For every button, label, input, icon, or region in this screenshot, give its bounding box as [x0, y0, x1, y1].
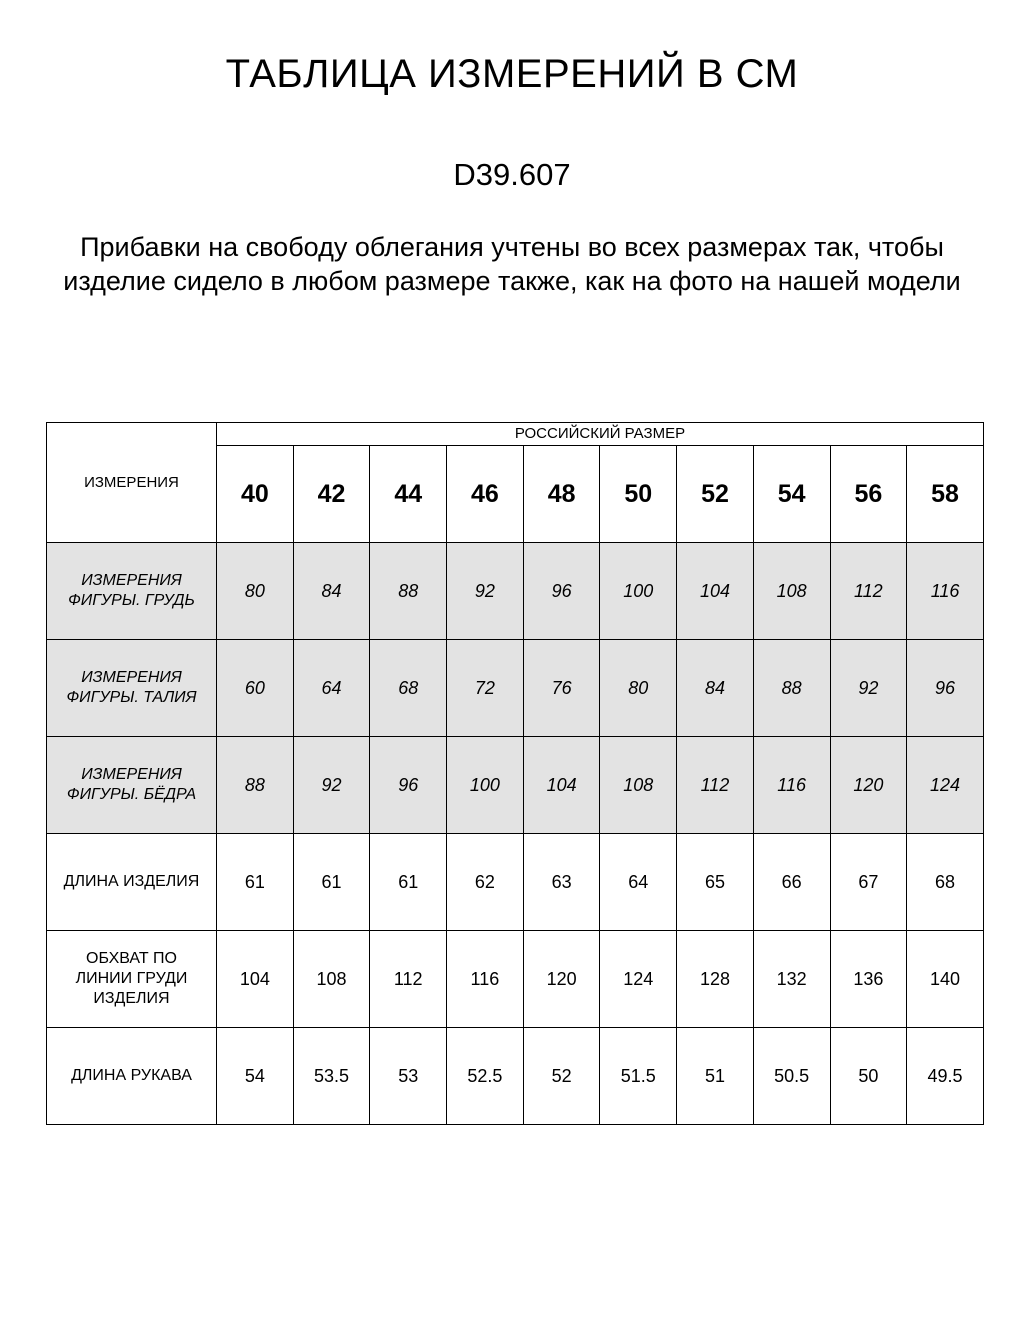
value-cell: 68 — [907, 834, 984, 931]
size-header-cell: 40 — [217, 446, 294, 543]
header-row-group — [47, 423, 984, 446]
value-cell: 96 — [370, 737, 447, 834]
row-label — [47, 640, 217, 737]
article-number: D39.607 — [453, 157, 571, 192]
table-row — [47, 931, 984, 1028]
value-cell: 88 — [217, 737, 294, 834]
row-label-line: ИЗМЕРЕНИЯ — [81, 572, 182, 589]
row-label — [47, 1028, 217, 1125]
value-cell: 96 — [523, 543, 600, 640]
value-cell: 116 — [907, 543, 984, 640]
value-cell: 50 — [830, 1028, 907, 1125]
value-cell: 124 — [907, 737, 984, 834]
value-cell: 120 — [830, 737, 907, 834]
value-cell: 120 — [523, 931, 600, 1028]
value-cell: 80 — [217, 543, 294, 640]
value-cell: 92 — [830, 640, 907, 737]
table-row — [47, 1028, 984, 1125]
value-cell: 61 — [370, 834, 447, 931]
value-cell: 84 — [293, 543, 370, 640]
value-cell: 136 — [830, 931, 907, 1028]
value-cell: 92 — [293, 737, 370, 834]
value-cell: 67 — [830, 834, 907, 931]
table-row — [47, 737, 984, 834]
value-cell: 108 — [753, 543, 830, 640]
value-cell: 51.5 — [600, 1028, 677, 1125]
row-label-line: ИЗДЕЛИЯ — [93, 990, 170, 1007]
value-cell: 66 — [753, 834, 830, 931]
value-cell: 51 — [677, 1028, 754, 1125]
value-cell: 68 — [370, 640, 447, 737]
row-label-line: ДЛИНА ИЗДЕЛИЯ — [63, 873, 200, 890]
page-title: ТАБЛИЦА ИЗМЕРЕНИЙ В СМ — [225, 52, 799, 96]
value-cell: 116 — [753, 737, 830, 834]
value-cell: 53.5 — [293, 1028, 370, 1125]
value-cell: 108 — [600, 737, 677, 834]
value-cell: 92 — [447, 543, 524, 640]
value-cell: 128 — [677, 931, 754, 1028]
value-cell: 54 — [217, 1028, 294, 1125]
value-cell: 61 — [293, 834, 370, 931]
row-label — [47, 931, 217, 1028]
value-cell: 62 — [447, 834, 524, 931]
value-cell: 112 — [370, 931, 447, 1028]
value-cell: 124 — [600, 931, 677, 1028]
size-table-body — [47, 423, 984, 1125]
value-cell: 104 — [677, 543, 754, 640]
value-cell: 64 — [600, 834, 677, 931]
value-cell: 88 — [370, 543, 447, 640]
row-label-line: ИЗМЕРЕНИЯ — [81, 766, 182, 783]
value-cell: 112 — [677, 737, 754, 834]
value-cell: 80 — [600, 640, 677, 737]
value-cell: 100 — [447, 737, 524, 834]
size-header-cell: 52 — [677, 446, 754, 543]
size-table-container — [46, 422, 984, 1125]
value-cell: 52 — [523, 1028, 600, 1125]
row-label — [47, 737, 217, 834]
row-label-line: ДЛИНА РУКАВА — [71, 1067, 192, 1084]
size-table — [46, 422, 984, 1125]
value-cell: 100 — [600, 543, 677, 640]
size-header-cell: 50 — [600, 446, 677, 543]
row-label — [47, 543, 217, 640]
value-cell: 64 — [293, 640, 370, 737]
value-cell: 140 — [907, 931, 984, 1028]
value-cell: 53 — [370, 1028, 447, 1125]
value-cell: 104 — [217, 931, 294, 1028]
size-header-cell: 48 — [523, 446, 600, 543]
fit-note: Прибавки на свободу облегания учтены во всех размерах так, чтобы изделие сидело в любом размере также, как на фото на нашей модели — [63, 232, 961, 296]
size-header-cell: 42 — [293, 446, 370, 543]
row-label-line: ИЗМЕРЕНИЯ — [81, 669, 182, 686]
table-row — [47, 640, 984, 737]
value-cell: 63 — [523, 834, 600, 931]
value-cell: 50.5 — [753, 1028, 830, 1125]
russian-size-header: РОССИЙСКИЙ РАЗМЕР — [217, 423, 984, 446]
value-cell: 60 — [217, 640, 294, 737]
value-cell: 72 — [447, 640, 524, 737]
size-header-cell: 44 — [370, 446, 447, 543]
size-header-cell: 54 — [753, 446, 830, 543]
value-cell: 76 — [523, 640, 600, 737]
row-label-line: ФИГУРЫ. ГРУДЬ — [68, 592, 195, 609]
row-label-line: ФИГУРЫ. ТАЛИЯ — [66, 689, 197, 706]
table-row — [47, 543, 984, 640]
value-cell: 96 — [907, 640, 984, 737]
row-label-line: ЛИНИИ ГРУДИ — [75, 970, 188, 987]
value-cell: 65 — [677, 834, 754, 931]
size-header-cell: 58 — [907, 446, 984, 543]
row-label — [47, 834, 217, 931]
row-label-line: ОБХВАТ ПО — [86, 950, 177, 967]
value-cell: 108 — [293, 931, 370, 1028]
value-cell: 84 — [677, 640, 754, 737]
size-header-cell: 46 — [447, 446, 524, 543]
value-cell: 52.5 — [447, 1028, 524, 1125]
value-cell: 116 — [447, 931, 524, 1028]
value-cell: 49.5 — [907, 1028, 984, 1125]
row-label-line: ФИГУРЫ. БЁДРА — [66, 786, 197, 803]
value-cell: 61 — [217, 834, 294, 931]
value-cell: 112 — [830, 543, 907, 640]
corner-label: ИЗМЕРЕНИЯ — [47, 423, 217, 543]
value-cell: 132 — [753, 931, 830, 1028]
value-cell: 104 — [523, 737, 600, 834]
size-header-cell: 56 — [830, 446, 907, 543]
value-cell: 88 — [753, 640, 830, 737]
table-row — [47, 834, 984, 931]
